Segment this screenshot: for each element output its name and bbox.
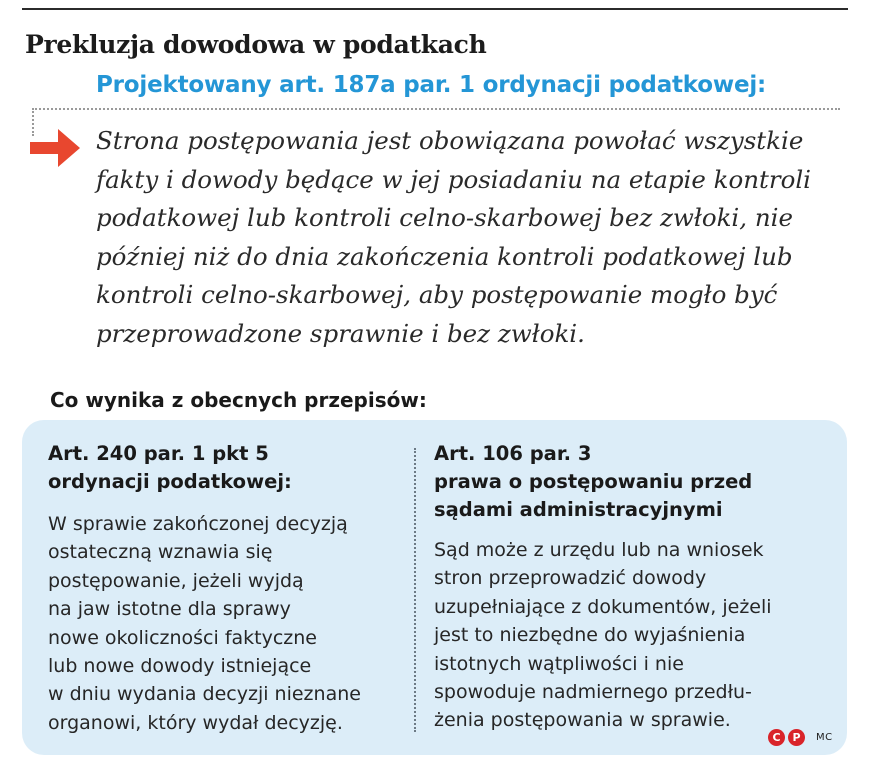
column-body-line: stron przeprowadzić dowody xyxy=(434,567,707,590)
quote-line: podatkowej lub kontroli celno-skarbowej bez zwłoki, nie xyxy=(96,203,793,232)
column-body-line: na jaw istotne dla sprawy xyxy=(48,598,291,621)
quote-text xyxy=(96,122,856,353)
column-title xyxy=(48,440,408,496)
column-body-line: ostateczną wznawia się xyxy=(48,541,273,564)
column-body xyxy=(434,536,834,735)
credit-author: MC xyxy=(816,732,833,743)
column-title-line: prawa o postępowaniu przed xyxy=(434,470,753,493)
arrow-right-icon xyxy=(30,126,84,170)
column-body-line: lub nowe dowody istniejące xyxy=(48,655,312,678)
credit xyxy=(768,729,833,746)
column-body-line: żenia postępowania w sprawie. xyxy=(434,709,731,732)
column-body-line: istotnych wątpliwości i nie xyxy=(434,652,684,675)
section-heading: Co wynika z obecnych przepisów: xyxy=(50,388,427,412)
column-title-line: Art. 240 par. 1 pkt 5 xyxy=(48,442,269,465)
quote-line: fakty i dowody będące w jej posiadaniu na etapie kontroli xyxy=(96,164,812,194)
quote-line: kontroli celno-skarbowej, aby postępowanie mogło być xyxy=(96,280,778,309)
logo-p-icon: P xyxy=(788,729,805,746)
page-title: Prekluzja dowodowa w podatkach xyxy=(25,30,487,59)
subtitle: Projektowany art. 187a par. 1 ordynacji podatkowej: xyxy=(96,72,767,98)
column-body-line: Sąd może z urzędu lub na wniosek xyxy=(434,539,764,561)
quote-line: przeprowadzone sprawnie i bez zwłoki. xyxy=(96,318,585,348)
column-title xyxy=(434,440,834,524)
column-body-line: uzupełniające z dokumentów, jeżeli xyxy=(434,595,772,618)
column-body-line: nowe okoliczności faktyczne xyxy=(48,626,317,649)
dotted-divider xyxy=(32,108,840,110)
column-body-line: postępowanie, jeżeli wyjdą xyxy=(48,569,304,592)
logo-c-icon: C xyxy=(768,729,785,746)
column-title-line: Art. 106 par. 3 xyxy=(434,442,592,465)
column-body-line: W sprawie zakończonej decyzją xyxy=(48,513,348,535)
column-divider xyxy=(414,448,416,732)
column-body-line: spowoduje nadmiernego przedłu- xyxy=(434,681,752,704)
column-title-line: sądami administracyjnymi xyxy=(434,498,723,521)
top-rule xyxy=(22,8,848,10)
quote-line: później niż do dnia zakończenia kontroli podatkowej lub xyxy=(96,241,793,271)
column-art-240 xyxy=(48,440,408,737)
column-body-line: w dniu wydania decyzji nieznane xyxy=(48,683,361,706)
column-body xyxy=(48,510,408,737)
column-art-106 xyxy=(434,440,834,735)
column-body-line: jest to niezbędne do wyjaśnienia xyxy=(434,624,746,647)
quote-line: Strona postępowania jest obowiązana powołać wszystkie xyxy=(96,126,804,155)
column-body-line: organowi, który wydał decyzję. xyxy=(48,711,343,734)
column-title-line: ordynacji podatkowej: xyxy=(48,470,292,493)
